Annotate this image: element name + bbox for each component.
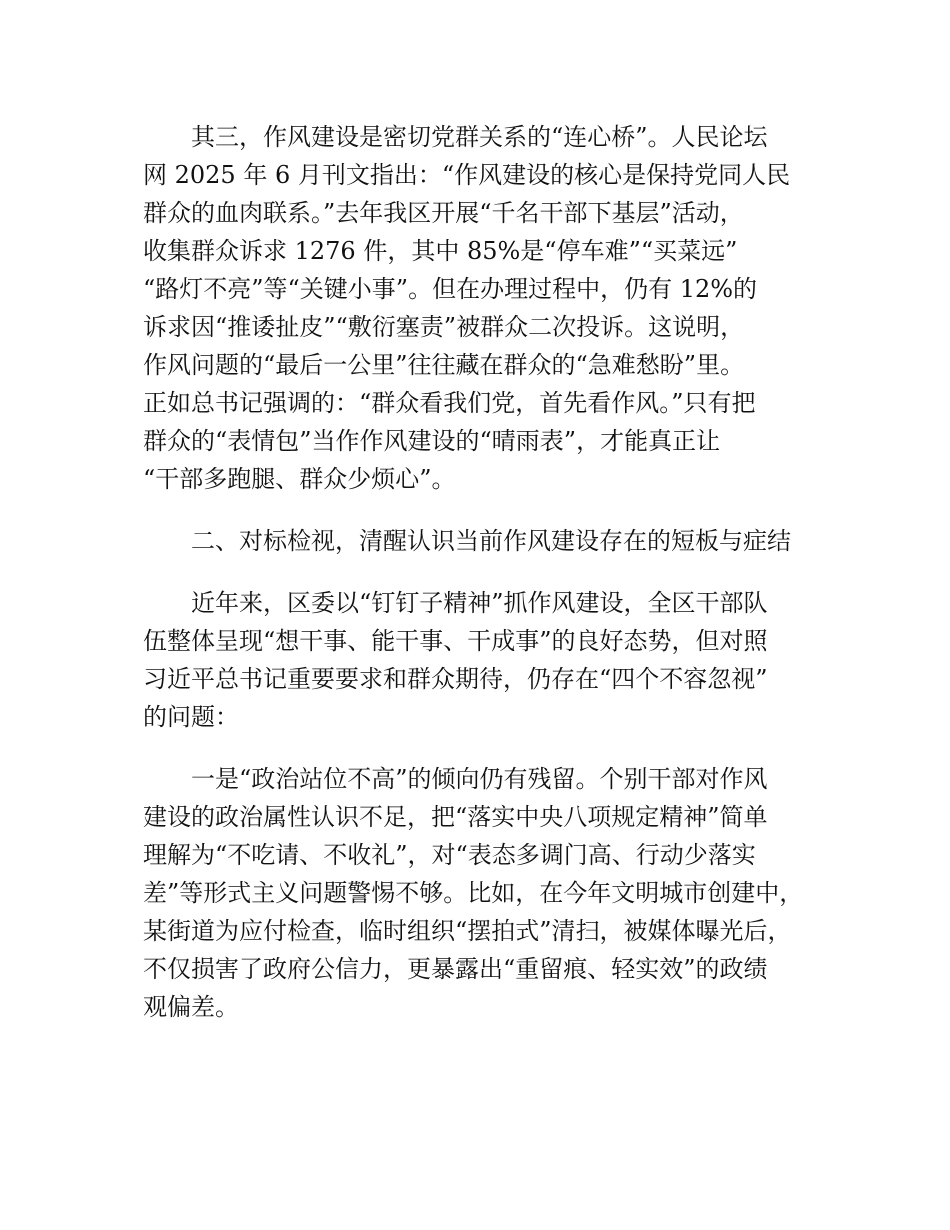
document-body	[143, 118, 815, 1026]
paragraph-party-mass-relations	[143, 118, 815, 498]
text-line: 收集群众诉求 1276 件，其中 85%是“停车难”“买菜远”	[143, 237, 738, 265]
text-line: 建设的政治属性认识不足，把“落实中央八项规定精神”简单	[143, 803, 768, 831]
text-line: “路灯不亮”等“关键小事”。但在办理过程中，仍有 12%的	[143, 275, 758, 303]
section-heading	[143, 522, 815, 560]
text-line: 伍整体呈现“想干事、能干事、干成事”的良好态势，但对照	[143, 627, 768, 655]
text-line: 一是“政治站位不高”的倾向仍有残留。个别干部对作风	[143, 765, 768, 793]
paragraph-spacer	[143, 560, 815, 584]
text-line: 群众的“表情包”当作作风建设的“晴雨表”，才能真正让	[143, 427, 721, 455]
text-line: 正如总书记强调的：“群众看我们党，首先看作风。”只有把	[143, 389, 756, 417]
text-line: 近年来，区委以“钉钉子精神”抓作风建设，全区干部队	[143, 589, 768, 617]
text-line: 作风问题的“最后一公里”往往藏在群众的“急难愁盼”里。	[143, 351, 745, 379]
text-line: 观偏差。	[143, 993, 239, 1021]
text-line: 不仅损害了政府公信力，更暴露出“重留痕、轻实效”的政绩	[143, 955, 768, 983]
text-line: 的问题：	[143, 703, 239, 731]
text-line: 习近平总书记重要要求和群众期待，仍存在“四个不容忽视”	[143, 665, 768, 693]
text-line: 群众的血肉联系。”去年我区开展“千名干部下基层”活动，	[143, 199, 744, 227]
text-line: “干部多跑腿、群众少烦心”。	[143, 465, 456, 493]
paragraph-overview	[143, 584, 815, 736]
text-line: 其三，作风建设是密切党群关系的“连心桥”。人民论坛	[143, 123, 768, 151]
text-line: 某街道为应付检查，临时组织“摆拍式”清扫，被媒体曝光后，	[143, 917, 792, 945]
section-heading-text: 二、对标检视，清醒认识当前作风建设存在的短板与症结	[143, 527, 791, 555]
text-line: 差”等形式主义问题警惕不够。比如，在今年文明城市创建中，	[143, 879, 804, 907]
text-line: 理解为“不吃请、不收礼”，对“表态多调门高、行动少落实	[143, 841, 756, 869]
paragraph-spacer	[143, 736, 815, 760]
text-line: 诉求因“推诿扯皮”“敷衍塞责”被群众二次投诉。这说明，	[143, 313, 745, 341]
paragraph-spacer	[143, 498, 815, 522]
paragraph-political-stance	[143, 760, 815, 1026]
text-line: 网 2025 年 6 月刊文指出：“作风建设的核心是保持党同人民	[143, 161, 791, 189]
